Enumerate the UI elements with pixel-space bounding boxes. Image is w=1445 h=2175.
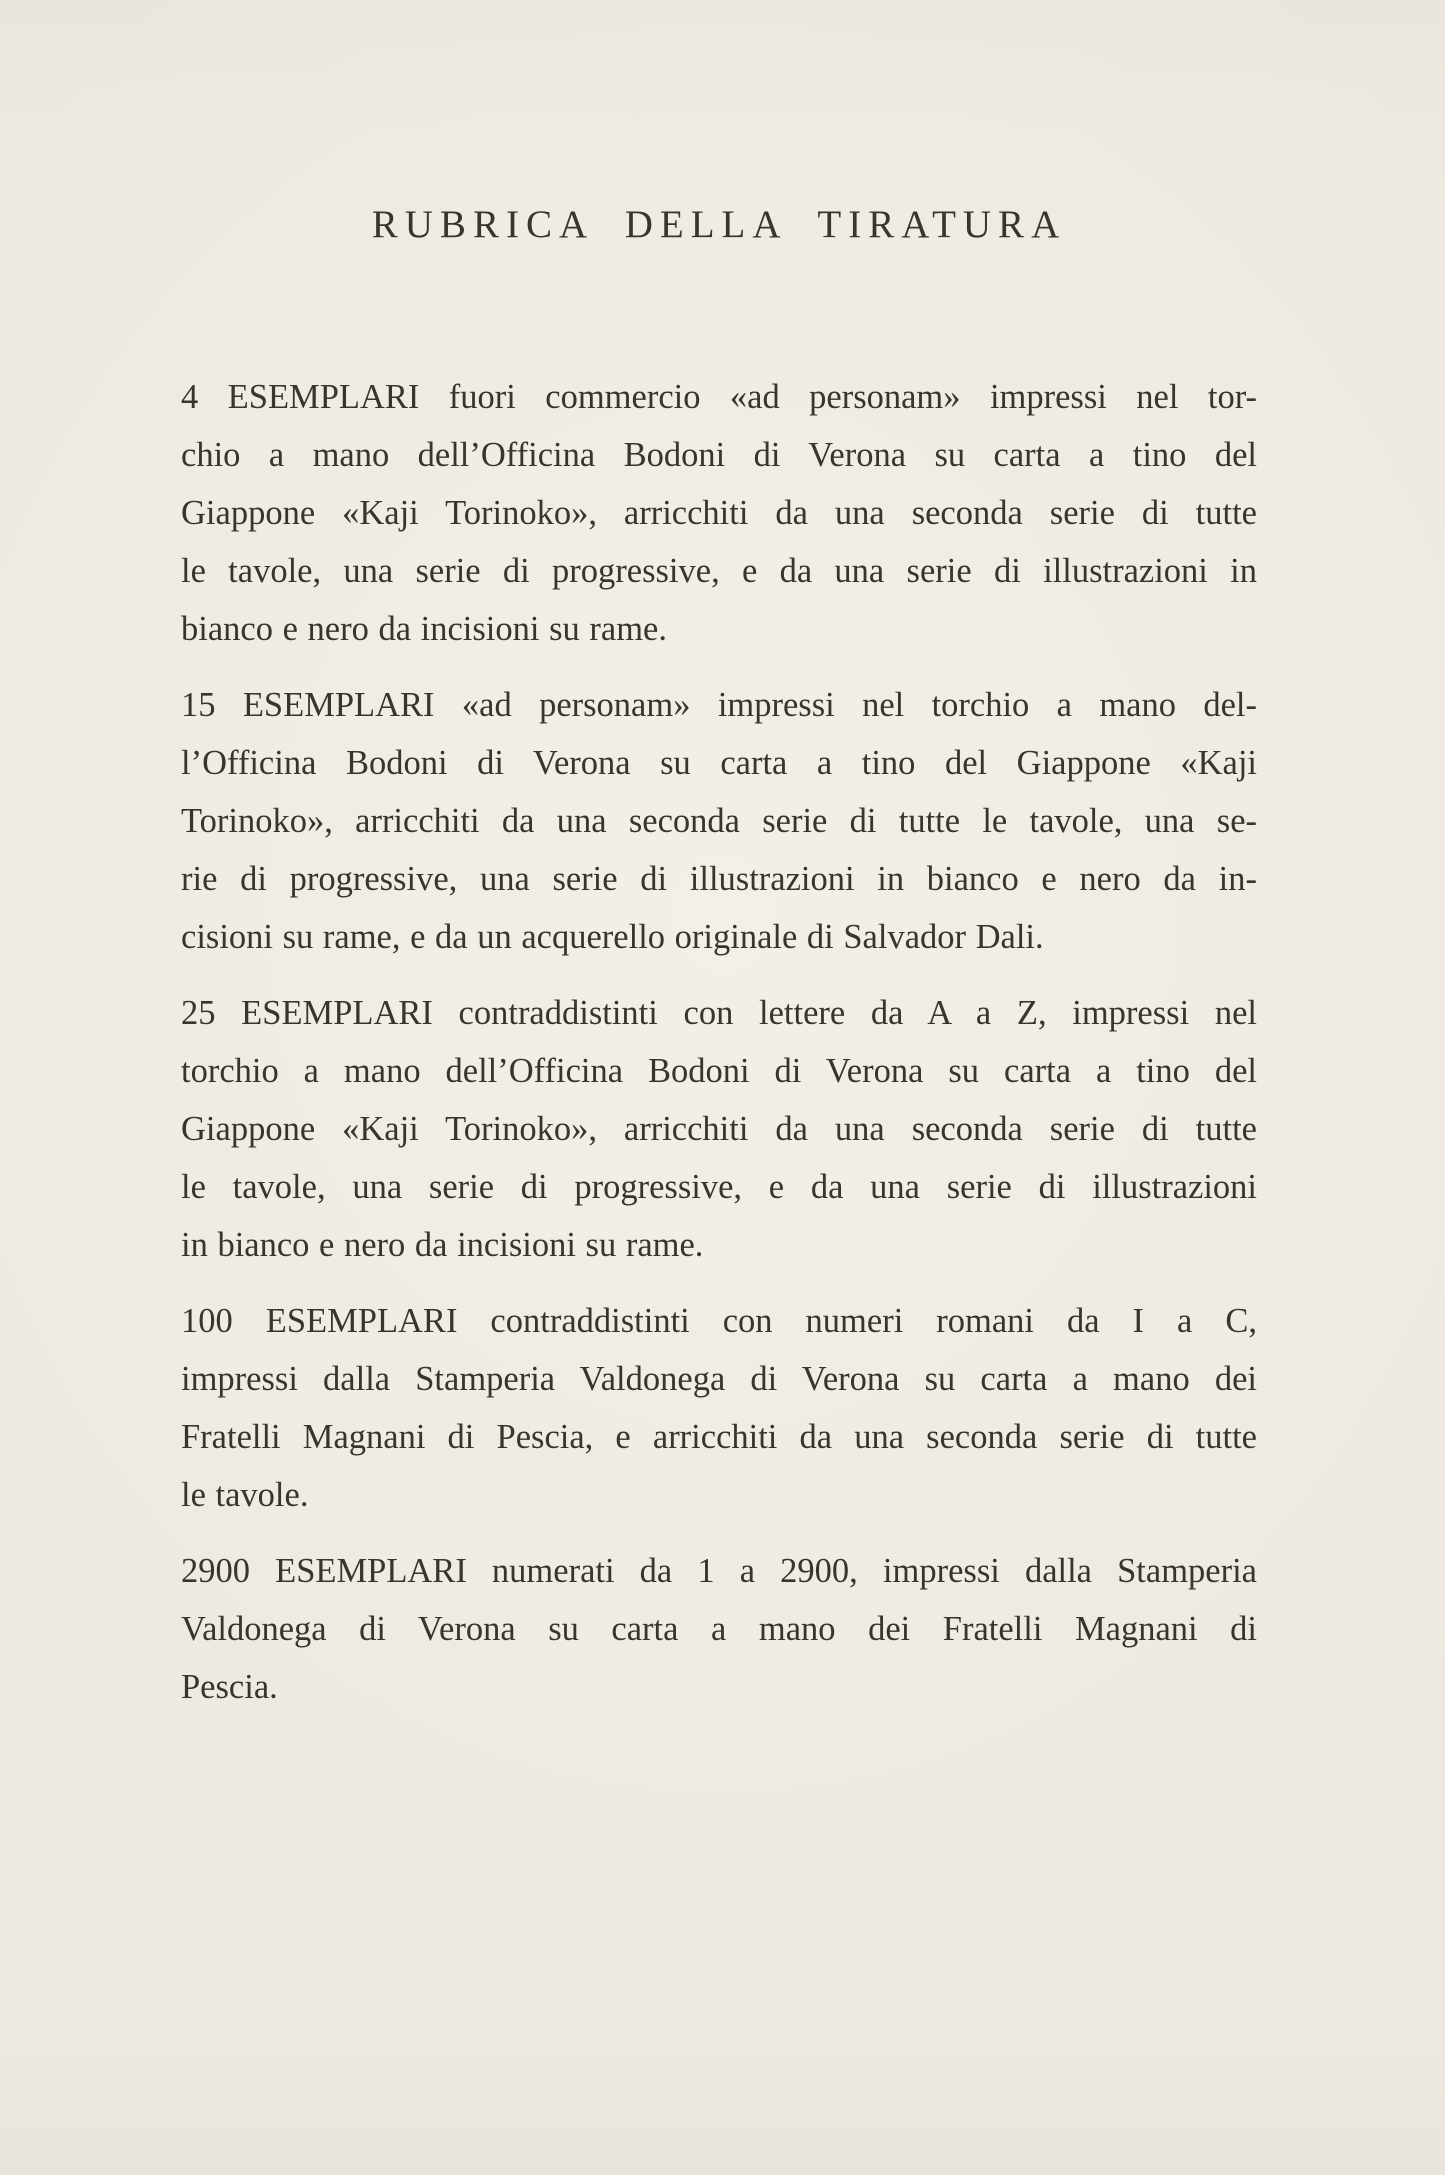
edition-paragraph-15 (181, 676, 1257, 966)
edition-paragraph-100 (181, 1292, 1257, 1524)
page-title: RUBRICA DELLA TIRATURA (371, 203, 1067, 246)
text-line: 25 ESEMPLARI contraddistinti con lettere da A a Z, impressi nel (181, 994, 1257, 1032)
text-line: le tavole. (181, 1476, 309, 1514)
text-line: le tavole, una serie di progressive, e da una serie di illustrazioni in (181, 552, 1257, 590)
text-line: Giappone «Kaji Torinoko», arricchiti da una seconda serie di tutte (181, 1110, 1257, 1148)
text-line: cisioni su rame, e da un acquerello originale di Salvador Dali. (181, 918, 1044, 956)
edition-paragraph-2900 (181, 1542, 1257, 1716)
text-line: 2900 ESEMPLARI numerati da 1 a 2900, impressi dalla Stamperia (181, 1552, 1257, 1590)
edition-paragraph-25 (181, 984, 1257, 1274)
text-line: le tavole, una serie di progressive, e da una serie di illustrazioni (181, 1168, 1257, 1206)
text-line: Fratelli Magnani di Pescia, e arricchiti da una seconda serie di tutte (181, 1418, 1257, 1456)
edition-paragraph-4 (181, 368, 1257, 658)
text-line: torchio a mano dell’Officina Bodoni di Verona su carta a tino del (181, 1052, 1257, 1090)
text-line: 4 ESEMPLARI fuori commercio «ad personam» impressi nel tor- (181, 378, 1257, 416)
text-line: impressi dalla Stamperia Valdonega di Verona su carta a mano dei (181, 1360, 1257, 1398)
text-line: l’Officina Bodoni di Verona su carta a tino del Giappone «Kaji (181, 744, 1257, 782)
text-line: 15 ESEMPLARI «ad personam» impressi nel torchio a mano del- (181, 686, 1257, 724)
text-line: chio a mano dell’Officina Bodoni di Verona su carta a tino del (181, 436, 1257, 474)
text-line: in bianco e nero da incisioni su rame. (181, 1226, 704, 1264)
colophon-text-block (181, 368, 1257, 1734)
text-line: bianco e nero da incisioni su rame. (181, 610, 667, 648)
text-line: Pescia. (181, 1668, 278, 1706)
text-line: Valdonega di Verona su carta a mano dei Fratelli Magnani di (181, 1610, 1257, 1648)
text-line: rie di progressive, una serie di illustrazioni in bianco e nero da in- (181, 860, 1257, 898)
text-line: Torinoko», arricchiti da una seconda serie di tutte le tavole, una se- (181, 802, 1257, 840)
text-line: Giappone «Kaji Torinoko», arricchiti da una seconda serie di tutte (181, 494, 1257, 532)
text-line: 100 ESEMPLARI contraddistinti con numeri romani da I a C, (181, 1302, 1257, 1340)
